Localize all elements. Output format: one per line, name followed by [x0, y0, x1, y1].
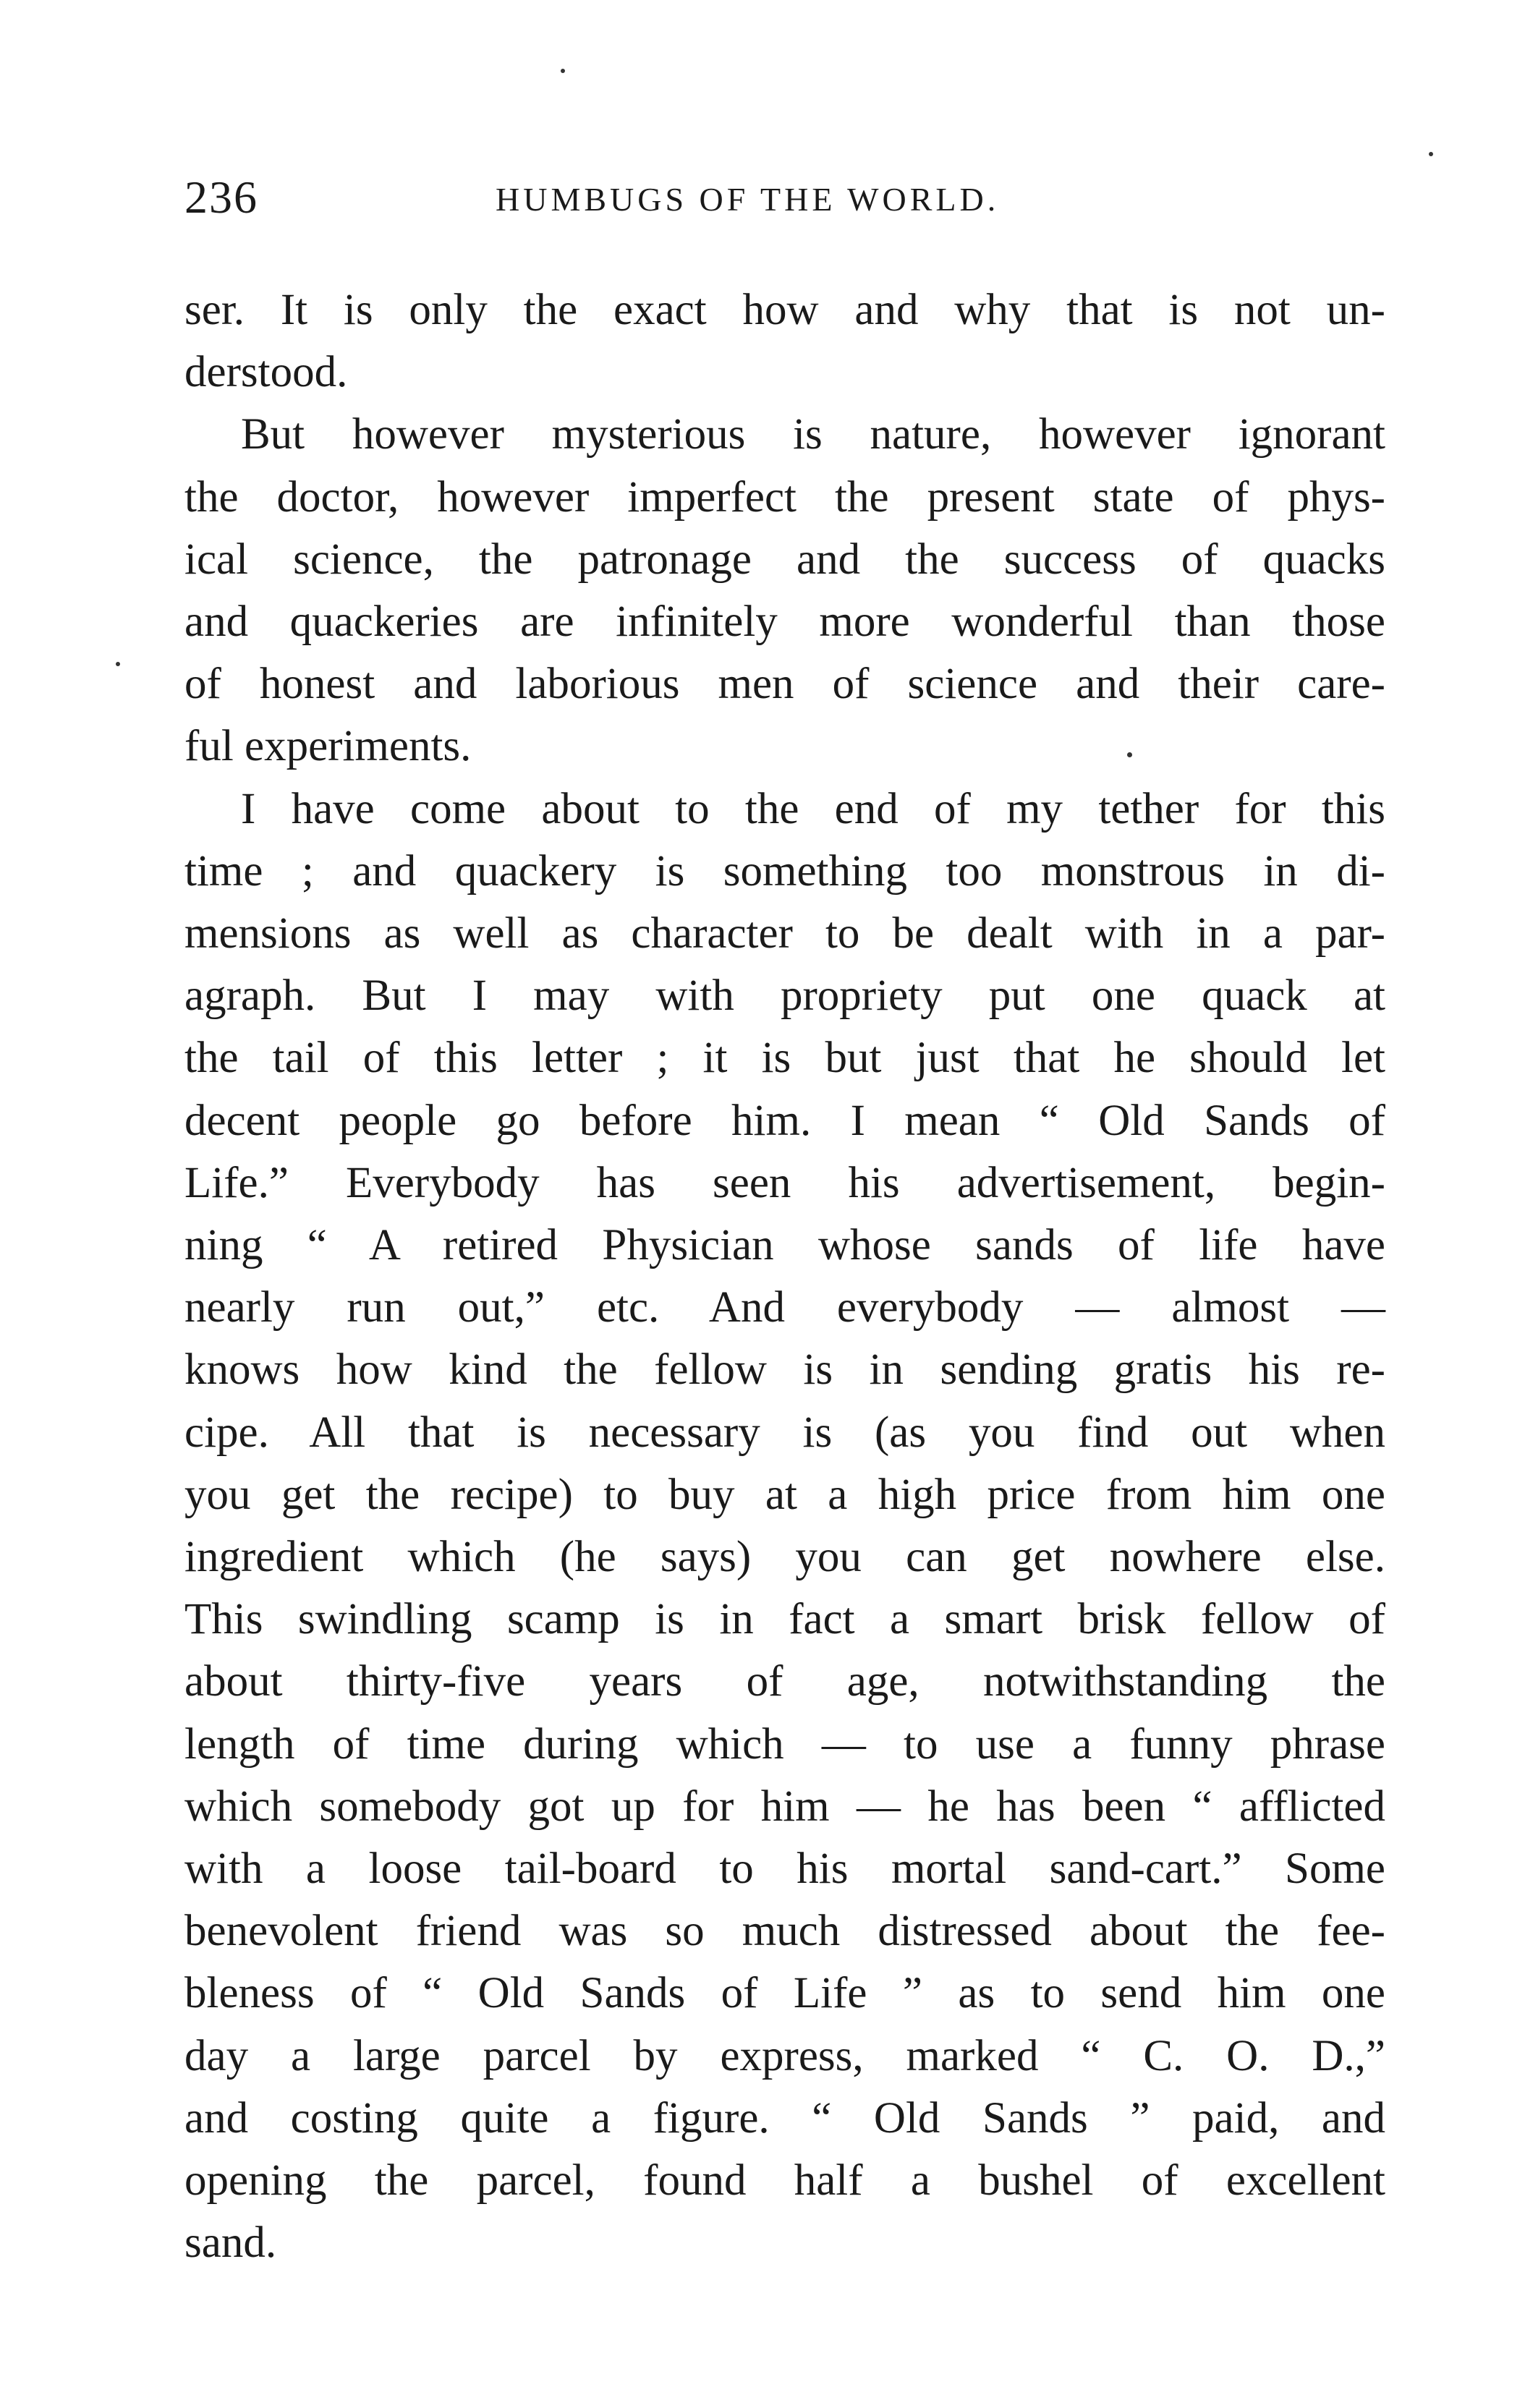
text-line: with a loose tail-board to his mortal sand-cart.” Some	[184, 1845, 1385, 1894]
text-line: cipe. All that is necessary is (as you find out when	[184, 1408, 1385, 1457]
running-title: HUMBUGS OF THE WORLD.	[496, 181, 1000, 218]
text-line: knows how kind the fellow is in sending gratis his re-	[184, 1345, 1385, 1395]
text-line: sand.	[184, 2218, 277, 2268]
paragraph-1	[184, 279, 1385, 404]
text-line: the tail of this letter ; it is but just that he should let	[184, 1034, 1385, 1083]
text-line: ser. It is only the exact how and why that is not un-	[184, 286, 1385, 334]
text-line: and costing quite a figure. “ Old Sands ” paid, and	[184, 2093, 1385, 2143]
text-line: nearly run out,” etc. And everybody — almost —	[184, 1283, 1385, 1332]
scan-speck	[1429, 152, 1433, 156]
text-line: derstood.	[184, 348, 348, 397]
text-line: But however mysterious is nature, however ignorant	[241, 410, 1385, 459]
text-line: mensions as well as character to be dealt with in a par-	[184, 909, 1385, 958]
text-line: length of time during which — to use a funny phrase	[184, 1719, 1385, 1769]
paragraph-3	[184, 778, 1385, 2275]
page-header	[184, 165, 1385, 230]
text-line: agraph. But I may with propriety put one quack at	[184, 971, 1385, 1021]
text-line: This swindling scamp is in fact a smart brisk fellow of	[184, 1595, 1385, 1644]
text-line: about thirty-five years of age, notwithstanding the	[184, 1657, 1385, 1706]
text-line: time ; and quackery is something too monstrous in di-	[184, 846, 1385, 895]
text-line: the doctor, however imperfect the present state of phys-	[184, 472, 1385, 522]
text-line: ingredient which (he says) you can get nowhere else.	[184, 1533, 1385, 1582]
scan-speck	[561, 69, 565, 73]
page-number: 236	[184, 171, 258, 223]
text-line: benevolent friend was so much distressed about the fee-	[184, 1907, 1385, 1956]
text-line: of honest and laborious men of science and their care-	[184, 660, 1385, 709]
text-line: opening the parcel, found half a bushel of excellent	[184, 2156, 1385, 2205]
text-line: and quackeries are infinitely more wonderful than those	[184, 597, 1385, 647]
text-line: Life.” Everybody has seen his advertisement, begin-	[184, 1158, 1385, 1207]
text-line: bleness of “ Old Sands of Life ” as to send him one	[184, 1969, 1385, 2018]
text-line: decent people go before him. I mean “ Old Sands of	[184, 1096, 1385, 1145]
text-line: day a large parcel by express, marked “ C. O. D.,”	[184, 2031, 1385, 2080]
text-line: ical science, the patronage and the success of quacks	[184, 535, 1385, 584]
scan-speck	[116, 662, 120, 666]
text-line: which somebody got up for him — he has been “ afflicted	[184, 1782, 1385, 1831]
text-line: ful experiments.	[184, 722, 472, 771]
text-line: you get the recipe) to buy at a high price from him one	[184, 1470, 1385, 1519]
text-line: ning “ A retired Physician whose sands of life have	[184, 1221, 1385, 1270]
body-text	[184, 279, 1385, 2275]
text-line: I have come about to the end of my tether for this	[241, 784, 1385, 833]
paragraph-2	[184, 404, 1385, 778]
scan-speck	[1127, 752, 1132, 757]
